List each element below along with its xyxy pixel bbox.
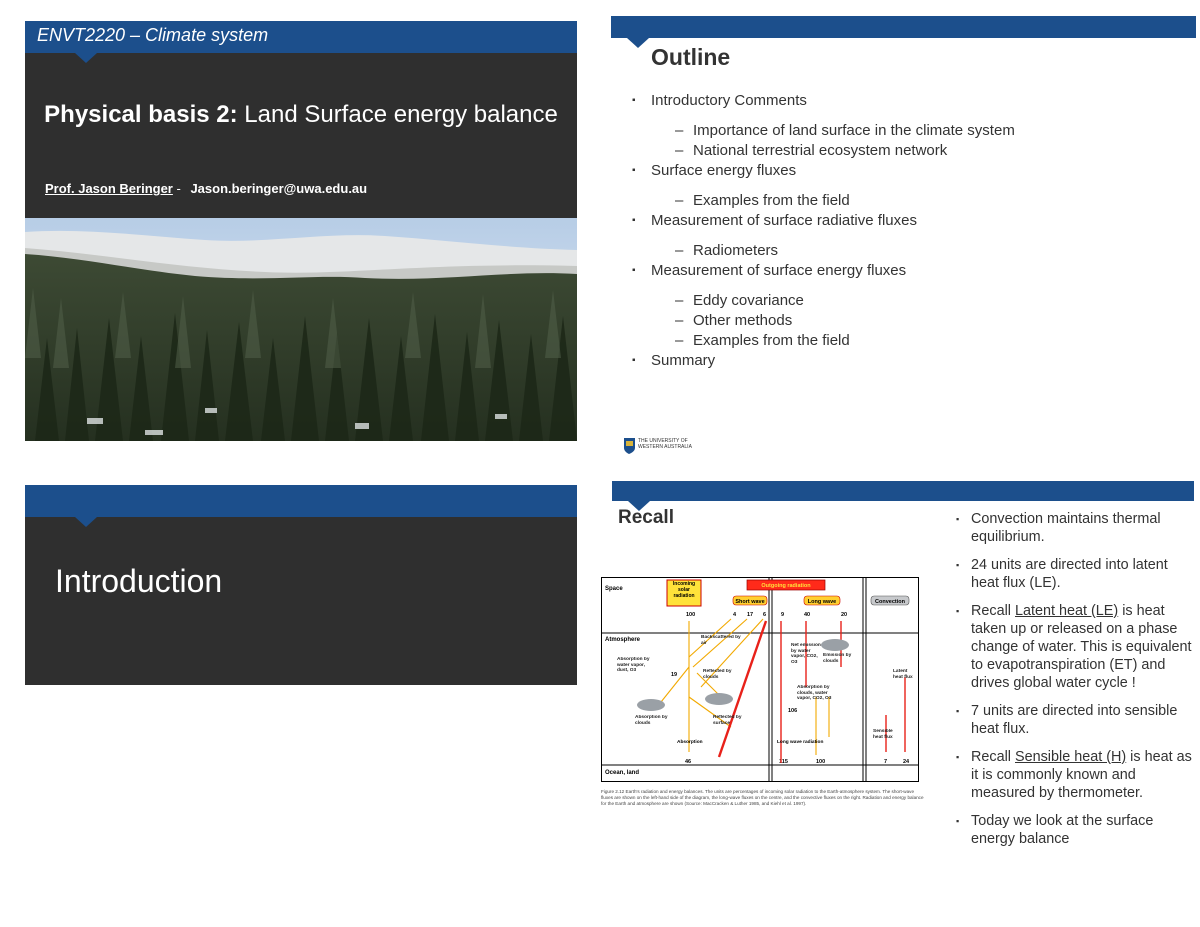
header-bar xyxy=(25,485,577,517)
author-name: Prof. Jason Beringer xyxy=(45,181,173,196)
header-notch xyxy=(75,53,97,63)
label-emission-clouds: Emission by clouds xyxy=(823,653,852,664)
num-40: 40 xyxy=(804,612,811,618)
label-reflected-surface: Reflected by surface xyxy=(713,715,742,726)
energy-balance-diagram xyxy=(601,577,919,782)
outline-subitem xyxy=(629,121,1015,141)
num-17: 17 xyxy=(747,612,754,618)
author-line xyxy=(45,181,367,196)
outline-subitem xyxy=(629,311,1015,331)
author-email: Jason.beringer@uwa.edu.au xyxy=(190,181,368,196)
university-logo xyxy=(623,437,703,455)
title-rest: Land Surface energy balance xyxy=(237,101,558,128)
label-absorption-wv2: Absorption by clouds, water vapor, CO2, O3 xyxy=(797,685,832,702)
label-ocean-land: Ocean, land xyxy=(605,770,640,776)
label-reflected-clouds: Reflected by clouds xyxy=(703,669,732,680)
outline-subitem xyxy=(629,141,1015,161)
label-sensible: Sensible heat flux xyxy=(873,729,893,740)
label-space: Space xyxy=(605,586,623,592)
outline-list xyxy=(629,91,1015,371)
label-long-wave-radiation: Long wave radiation xyxy=(777,740,824,745)
title-panel xyxy=(25,53,577,238)
author-sep: - xyxy=(172,181,185,196)
latent-heat-term: Latent heat (LE) xyxy=(1015,603,1119,619)
num-115: 115 xyxy=(779,759,788,765)
outline-subitem-text: National terrestrial ecosystem network xyxy=(693,142,948,159)
header-bar xyxy=(611,16,1196,38)
num-100: 100 xyxy=(686,612,696,618)
bullet-item: ▪ Convection maintains thermal equilibrium. xyxy=(956,510,1196,546)
num-20: 20 xyxy=(841,612,848,618)
outline-item: ▪ Surface energy fluxes xyxy=(629,161,1015,181)
label-incoming: Incoming solar radiation xyxy=(672,581,696,599)
outline-subitem xyxy=(629,291,1015,311)
spacer xyxy=(629,111,1015,121)
num-6: 6 xyxy=(763,612,767,618)
outline-item: ▪ Summary xyxy=(629,351,1015,371)
label-short-wave: Short wave xyxy=(735,599,765,605)
label-latent: Latent heat flux xyxy=(893,669,913,680)
outline-item: ▪ Measurement of surface energy fluxes xyxy=(629,261,1015,281)
spacer xyxy=(629,231,1015,241)
num-9: 9 xyxy=(781,612,785,618)
bullet-text: is heat as it is commonly known and measured by thermometer. xyxy=(971,749,1192,801)
outline-subitem xyxy=(629,191,1015,211)
num-46: 46 xyxy=(685,759,692,765)
label-convection: Convection xyxy=(875,599,905,605)
bullet-item: ▪ 7 units are directed into sensible heat flux. xyxy=(956,702,1196,738)
num-4: 4 xyxy=(733,612,737,618)
label-atmosphere: Atmosphere xyxy=(605,637,641,643)
label-net-emission: Net emission by water vapor, CO2, O3 xyxy=(791,643,821,665)
recall-title: Recall xyxy=(618,507,674,528)
spacer xyxy=(629,181,1015,191)
label-backscatter: Backscattered by air xyxy=(701,635,741,646)
slide-title xyxy=(25,99,577,130)
num-24: 24 xyxy=(903,759,910,765)
section-slide xyxy=(25,485,577,685)
bullet-item: ▪ Today we look at the surface energy balance xyxy=(956,812,1196,848)
outline-subitem-text: Other methods xyxy=(693,312,793,329)
section-title: Introduction xyxy=(55,563,223,599)
section-panel xyxy=(25,517,577,685)
num-100b: 100 xyxy=(816,759,826,765)
num-106: 106 xyxy=(788,708,798,714)
title-slide xyxy=(25,21,577,441)
header-bar xyxy=(612,481,1194,501)
outline-subitem-text: Radiometers xyxy=(693,242,779,259)
bullet-text: Recall xyxy=(971,749,1015,765)
outline-subitem xyxy=(629,331,1015,351)
bullet-item: ▪ 24 units are directed into latent heat flux (LE). xyxy=(956,556,1196,592)
label-absorption: Absorption xyxy=(677,740,703,745)
header-notch xyxy=(627,38,649,48)
num-7: 7 xyxy=(884,759,888,765)
course-title: ENVT2220 – Climate system xyxy=(37,25,269,45)
forest-photo xyxy=(25,218,577,441)
recall-bullets xyxy=(956,510,1196,858)
bullet-item xyxy=(956,602,1196,692)
bullet-item xyxy=(956,748,1196,802)
sensible-heat-term: Sensible heat (H) xyxy=(1015,749,1127,765)
outline-subitem-text: Examples from the field xyxy=(693,192,850,209)
header-notch xyxy=(75,517,97,527)
title-bold: Physical basis 2: xyxy=(44,101,238,128)
label-absorption-clouds: Absorption by clouds xyxy=(635,715,668,726)
university-logo-text: THE UNIVERSITY OF WESTERN AUSTRALIA xyxy=(638,438,692,450)
outline-title: Outline xyxy=(651,44,731,70)
label-absorption-wv: Absorption by water vapor, dust, O3 xyxy=(617,657,650,674)
outline-subitem xyxy=(629,241,1015,261)
outline-subitem-text: Eddy covariance xyxy=(693,292,804,309)
label-long-wave: Long wave xyxy=(807,599,837,605)
recall-slide xyxy=(598,481,1198,927)
bullet-text: Recall xyxy=(971,603,1015,619)
bullet-text: is heat taken up or released on a phase change of water. This is equivalent to evapotranspiration (ET) and drives global water cycle ! xyxy=(971,603,1192,691)
outline-subitem-text: Importance of land surface in the climate system xyxy=(693,122,1015,139)
diagram-caption: Figure 2.12 Earth's radiation and energy balances. The units are percentages of incoming solar radiation to the Earth-atmosphere system. The short-wave fluxes are shown on the left-hand side of the diagram, the long-wave fluxes on the centre, and the convective fluxes on the right. Radiation and energy balance for the Earth and atmosphere are shown (Source: MacCracken & Luther 1985, and Kiehl et al. 1997). xyxy=(601,789,924,806)
outline-item: ▪ Introductory Comments xyxy=(629,91,1015,111)
outline-slide xyxy=(611,16,1196,456)
num-19: 19 xyxy=(671,672,678,678)
label-outgoing: Outgoing radiation xyxy=(761,583,811,589)
outline-subitem-text: Examples from the field xyxy=(693,332,850,349)
outline-item: ▪ Measurement of surface radiative fluxes xyxy=(629,211,1015,231)
spacer xyxy=(629,281,1015,291)
